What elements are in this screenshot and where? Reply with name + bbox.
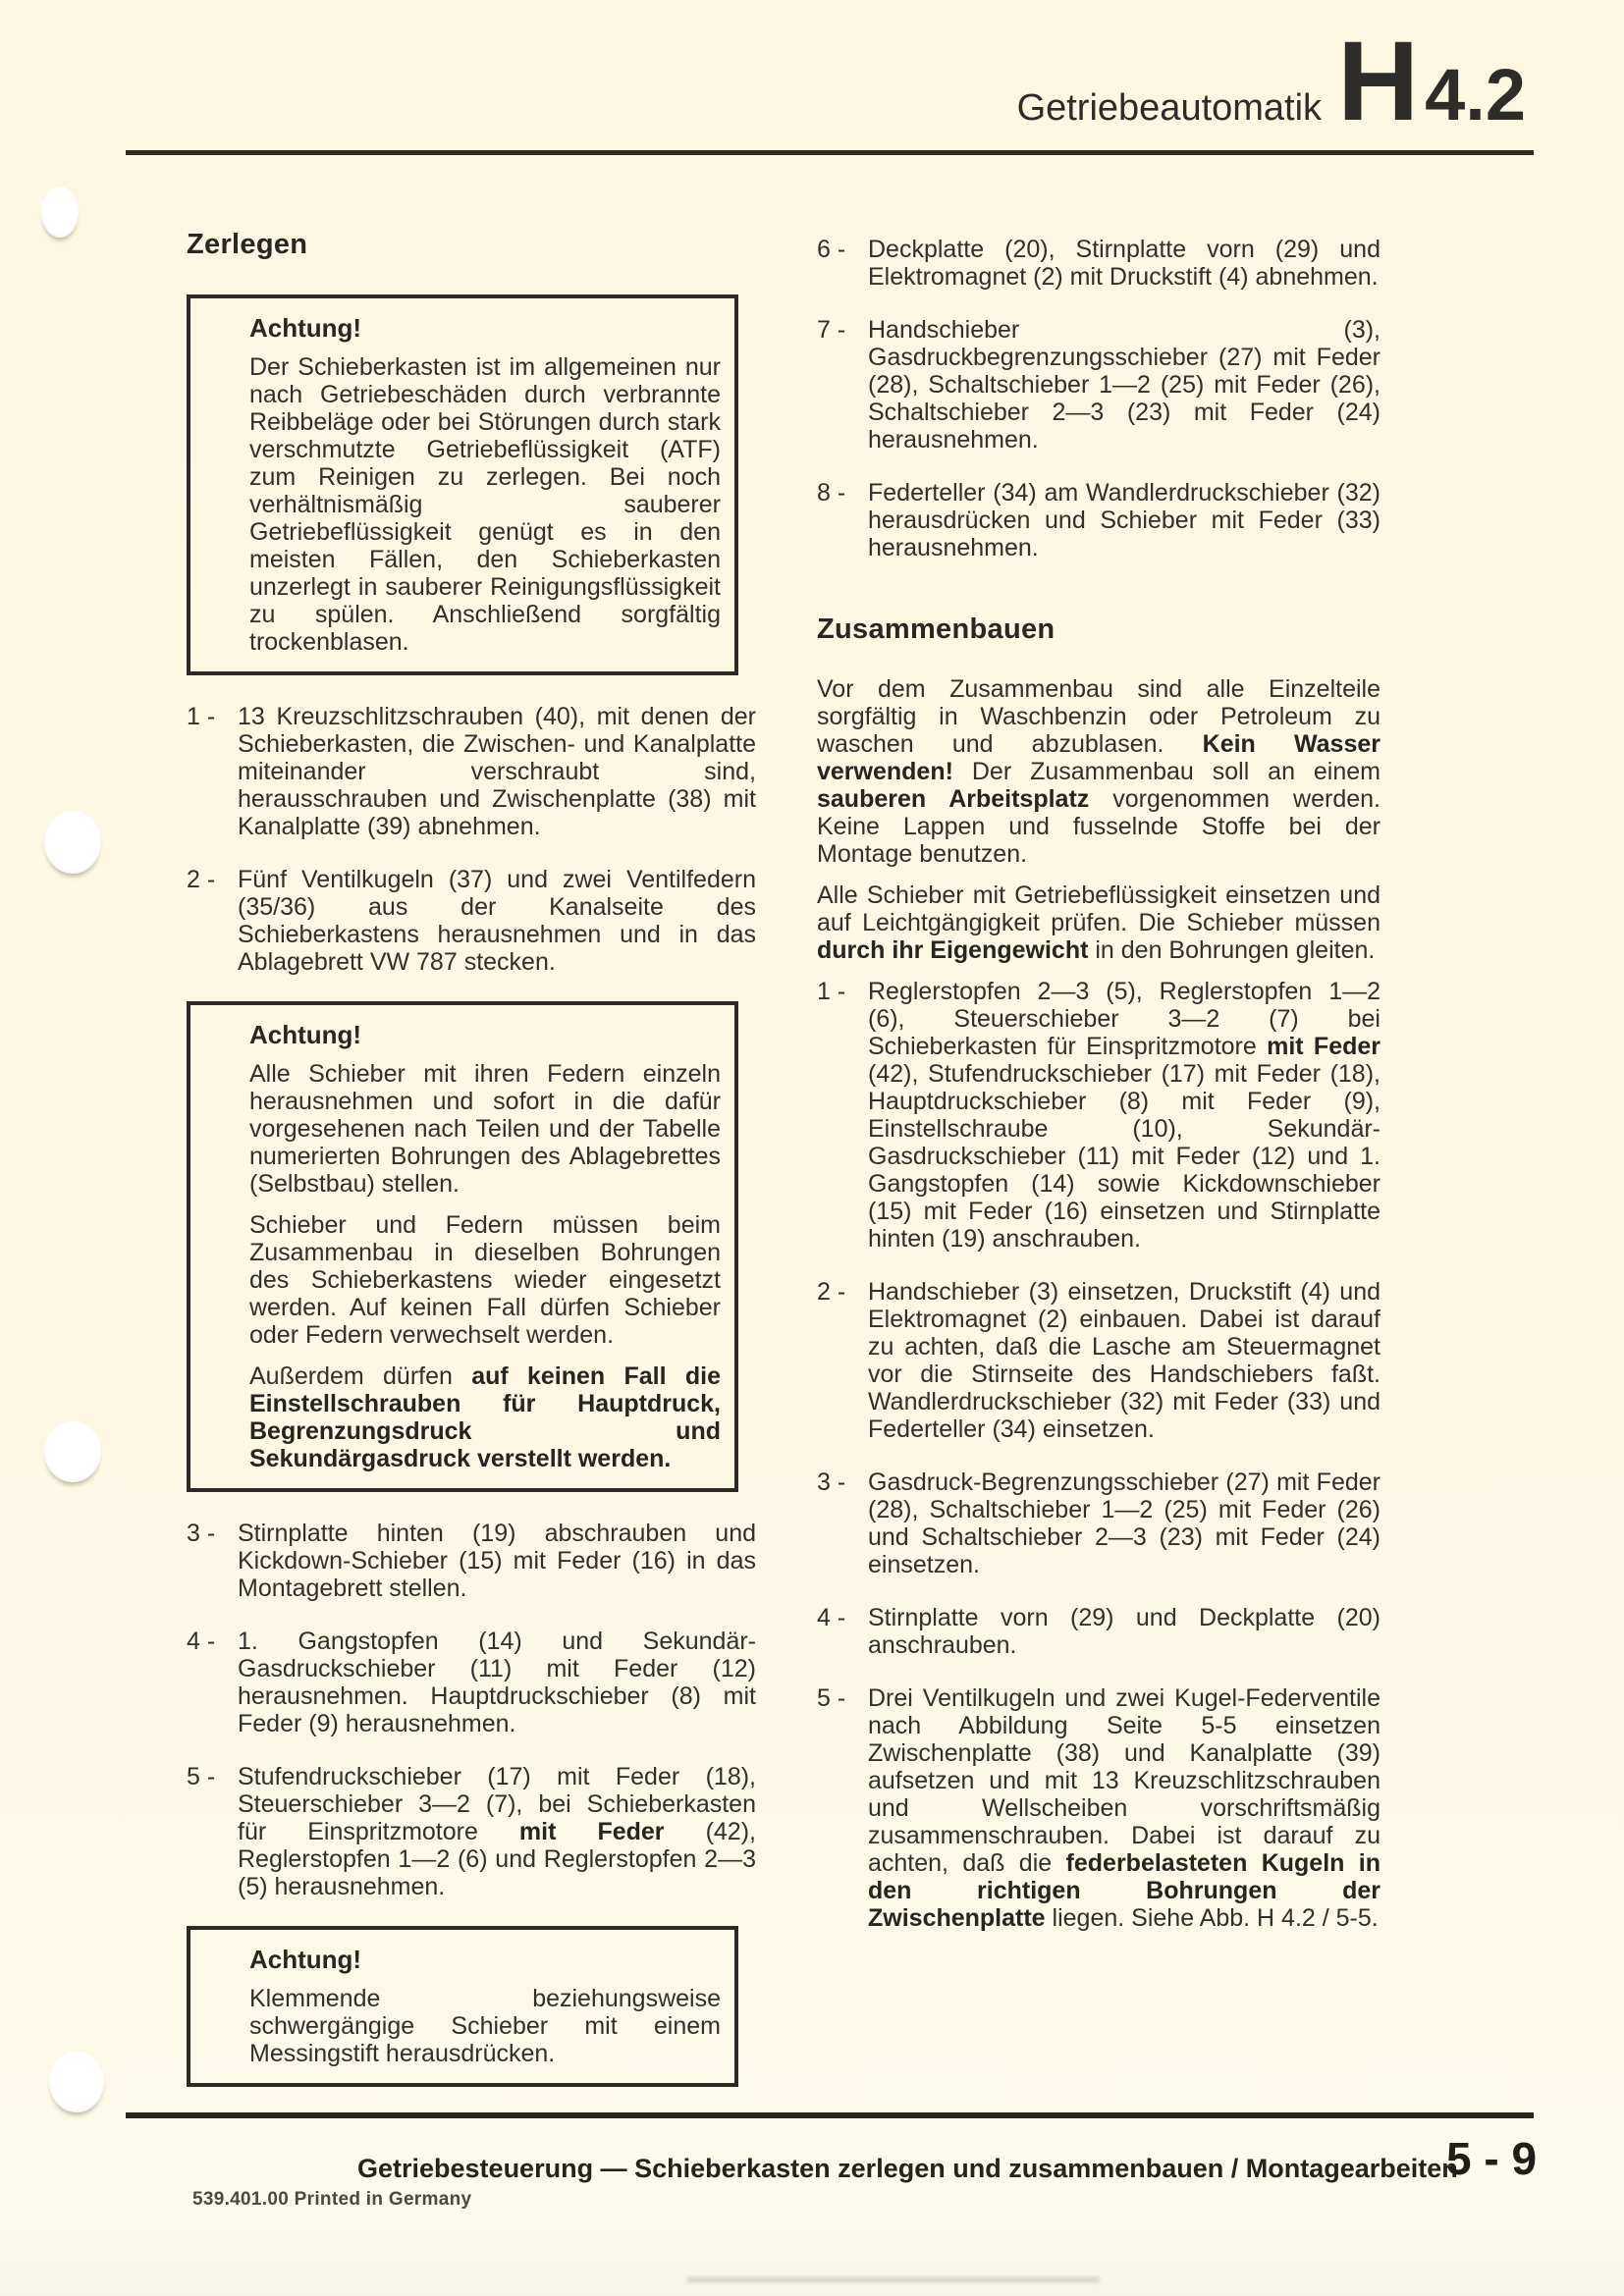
step-text	[868, 1278, 1380, 1443]
caution-paragraph	[249, 1211, 721, 1349]
step-text	[868, 1468, 1380, 1578]
numbered-step	[187, 1628, 756, 1737]
step-number: 4 -	[817, 1604, 846, 1631]
text-run: vorgenommen werden. Keine Lappen und fusselnde Stoffe bei der Montage benutzen.	[817, 785, 1380, 868]
scan-smudge	[687, 2277, 1100, 2282]
step-number: 1 -	[187, 703, 216, 730]
step-number: 5 -	[817, 1684, 846, 1712]
step-number: 3 -	[187, 1520, 216, 1547]
numbered-step	[817, 479, 1380, 561]
step-text	[868, 479, 1380, 561]
caution-paragraph	[249, 353, 721, 656]
page-header	[1016, 19, 1526, 144]
header-chapter-number: 4.2	[1425, 54, 1526, 135]
punch-hole	[44, 1421, 101, 1482]
step-number: 5 -	[187, 1763, 216, 1790]
section-heading: Zerlegen	[187, 229, 308, 260]
punch-hole	[41, 187, 79, 238]
text-run: Gasdruck-Begrenzungsschieber (27) mit Feder (28), Schaltschieber 1—2 (25) mit Feder (26) und Schaltschieber 2—3 (23) mit Feder (24) einsetzen.	[868, 1468, 1380, 1578]
header-rule	[126, 150, 1534, 155]
step-number: 4 -	[187, 1628, 216, 1655]
text-run: Der Zusammenbau soll an einem	[952, 758, 1380, 785]
numbered-step	[187, 1763, 756, 1900]
text-run: Außerdem dürfen	[249, 1362, 472, 1390]
caution-paragraph	[249, 1985, 721, 2067]
caution-box	[187, 294, 738, 675]
text-run: Stirnplatte vorn (29) und Deckplatte (20) anschrauben.	[868, 1604, 1380, 1659]
numbered-step	[817, 1604, 1380, 1659]
page-number: 5 - 9	[1446, 2133, 1538, 2184]
caution-title: Achtung!	[249, 1020, 362, 1049]
emphasized-text: Kein Wasser verwenden!	[817, 730, 1380, 785]
caution-paragraph	[249, 1362, 721, 1472]
step-number: 3 -	[817, 1468, 846, 1496]
step-text	[868, 236, 1380, 291]
text-run: Klemmende beziehungsweise schwergängige Schieber mit einem Messingstift herausdrücken.	[249, 1985, 721, 2067]
numbered-step	[817, 236, 1380, 291]
step-text	[868, 1604, 1380, 1659]
text-run: Stufendruckschieber (17) mit Feder (18), Steuerschieber 3—2 (7), bei Schieberkasten für Einspritzmotore	[238, 1763, 756, 1845]
emphasized-text: auf keinen Fall die Einstellschrauben für Hauptdruck, Begrenzungsdruck und Sekundärgasdruck verstellt werden.	[249, 1362, 721, 1472]
text-run: Deckplatte (20), Stirnplatte vorn (29) und Elektromagnet (2) mit Druckstift (4) abnehmen.	[868, 236, 1380, 291]
step-number: 2 -	[187, 866, 216, 893]
text-run: (42), Reglerstopfen 1—2 (6) und Reglerstopfen 2—3 (5) herausnehmen.	[238, 1818, 756, 1900]
punch-hole	[49, 2052, 104, 2112]
caution-paragraph	[249, 1060, 721, 1198]
text-run: Handschieber (3), Gasdruckbegrenzungsschieber (27) mit Feder (28), Schaltschieber 1—2 (25) mit Feder (26), Schaltschieber 2—3 (23) mit Feder (24) herausnehmen.	[868, 316, 1380, 454]
header-section-title: Getriebeautomatik	[1016, 87, 1323, 129]
numbered-step	[187, 866, 756, 976]
step-number: 1 -	[817, 978, 846, 1005]
step-text	[868, 1684, 1380, 1932]
text-run: 13 Kreuzschlitzschrauben (40), mit denen der Schieberkasten, die Zwischen- und Kanalplatte miteinander verschraubt sind, herausschrauben und Zwischenplatte (38) mit Kanalplatte (39) abnehmen.	[238, 703, 756, 840]
step-text	[868, 978, 1380, 1253]
footer-rule	[126, 2112, 1534, 2118]
step-number: 7 -	[817, 316, 846, 344]
imprint: 539.401.00 Printed in Germany	[192, 2189, 472, 2210]
emphasized-text: durch ihr Eigengewicht	[817, 936, 1089, 964]
punch-hole	[44, 811, 101, 874]
numbered-step	[817, 316, 1380, 454]
numbered-step	[817, 1468, 1380, 1578]
caution-box	[187, 1001, 738, 1492]
step-number: 6 -	[817, 236, 846, 263]
step-number: 2 -	[817, 1278, 846, 1306]
text-run: Handschieber (3) einsetzen, Druckstift (4) und Elektromagnet (2) einbauen. Dabei ist darauf zu achten, daß die Lasche am Steuermagnet vor die Stirnseite des Handschiebers faßt. Wandlerdruckschieber (32) mit Feder (33) und Federteller (34) einsetzen.	[868, 1278, 1380, 1443]
text-run: Alle Schieber mit Getriebeflüssigkeit einsetzen und auf Leichtgängigkeit prüfen. Die Schieber müssen	[817, 881, 1380, 936]
step-text	[238, 1520, 756, 1602]
step-text	[238, 703, 756, 840]
numbered-step	[187, 1520, 756, 1602]
text-run: Der Schieberkasten ist im allgemeinen nur nach Getriebeschäden durch verbrannte Reibbeläge oder bei Störungen durch stark verschmutzte Getriebeflüssigkeit (ATF) zum Reinigen zu zerlegen. Bei noch verhältnismäßig sauberer Getriebeflüssigkeit genügt es in den meisten Fällen, den Schieberkasten unzerlegt in sauberer Reinigungsflüssigkeit zu spülen. Anschließend sorgfältig trockenblasen.	[249, 353, 721, 656]
text-run: Fünf Ventilkugeln (37) und zwei Ventilfedern (35/36) aus der Kanalseite des Schieberkastens herausnehmen und in das Ablagebrett VW 787 stecken.	[238, 866, 756, 976]
text-run: Schieber und Federn müssen beim Zusammenbau in dieselben Bohrungen des Schieberkastens wieder eingesetzt werden. Auf keinen Fall dürfen Schieber oder Federn verwechselt werden.	[249, 1211, 721, 1349]
step-text	[238, 1628, 756, 1737]
paragraph	[817, 881, 1380, 964]
text-run: Stirnplatte hinten (19) abschrauben und Kickdown-Schieber (15) mit Feder (16) in das Montagebrett stellen.	[238, 1520, 756, 1602]
text-run: in den Bohrungen gleiten.	[1088, 936, 1376, 964]
header-chapter-letter: H	[1337, 19, 1418, 144]
text-run: Alle Schieber mit ihren Federn einzeln herausnehmen und sofort in die dafür vorgesehenen nach Teilen und der Tabelle numerierten Bohrungen des Ablagebrettes (Selbstbau) stellen.	[249, 1060, 721, 1198]
text-run: Vor dem Zusammenbau sind alle Einzelteile sorgfältig in Waschbenzin oder Petroleum zu waschen und abzublasen.	[817, 675, 1380, 758]
text-run: Federteller (34) am Wandlerdruckschieber (32) herausdrücken und Schieber mit Feder (33) herausnehmen.	[868, 479, 1380, 561]
caution-title: Achtung!	[249, 1945, 362, 1974]
text-run: (42), Stufendruckschieber (17) mit Feder (18), Hauptdruckschieber (8) mit Feder (9), Einstellschraube (10), Sekundär-Gasdruckschieber (11) mit Feder (12) und 1. Gangstopfen (14) sowie Kickdownschieber (15) mit Feder (16) einsetzen und Stirnplatte hinten (19) anschrauben.	[868, 1060, 1380, 1253]
emphasized-text: sauberen Arbeitsplatz	[817, 785, 1090, 813]
numbered-step	[817, 978, 1380, 1253]
text-run: liegen. Siehe Abb. H 4.2 / 5-5.	[1045, 1904, 1379, 1932]
numbered-step	[817, 1684, 1380, 1932]
text-run: Drei Ventilkugeln und zwei Kugel-Federventile nach Abbildung Seite 5-5 einsetzen Zwischenplatte (38) und Kanalplatte (39) aufsetzen und mit 13 Kreuzschlitzschrauben und Wellscheiben vorschriftsmäßig zusammenschrauben. Dabei ist darauf zu achten, daß die	[868, 1684, 1380, 1877]
caution-box	[187, 1926, 738, 2087]
emphasized-text: mit Feder	[518, 1818, 665, 1845]
caution-title: Achtung!	[249, 313, 362, 343]
emphasized-text: federbelasteten Kugeln in den richtigen Bohrungen der Zwischenplatte	[868, 1849, 1380, 1932]
step-text	[868, 316, 1380, 454]
left-column	[187, 228, 756, 2114]
numbered-step	[187, 703, 756, 840]
step-text	[238, 866, 756, 976]
footer-title: Getriebesteuerung — Schieberkasten zerlegen und zusammenbauen / Montagearbeiten	[357, 2154, 1458, 2183]
paragraph	[817, 675, 1380, 868]
step-text	[238, 1763, 756, 1900]
section-heading: Zusammenbauen	[817, 614, 1056, 645]
numbered-step	[817, 1278, 1380, 1443]
step-number: 8 -	[817, 479, 846, 507]
text-run: 1. Gangstopfen (14) und Sekundär-Gasdruckschieber (11) mit Feder (12) herausnehmen. Hauptdruckschieber (8) mit Feder (9) herausnehmen.	[238, 1628, 756, 1737]
emphasized-text: mit Feder	[1267, 1033, 1380, 1060]
right-column	[817, 236, 1380, 1957]
text-run: Reglerstopfen 2—3 (5), Reglerstopfen 1—2 (6), Steuerschieber 3—2 (7) bei Schieberkasten für Einspritzmotore	[868, 978, 1380, 1060]
